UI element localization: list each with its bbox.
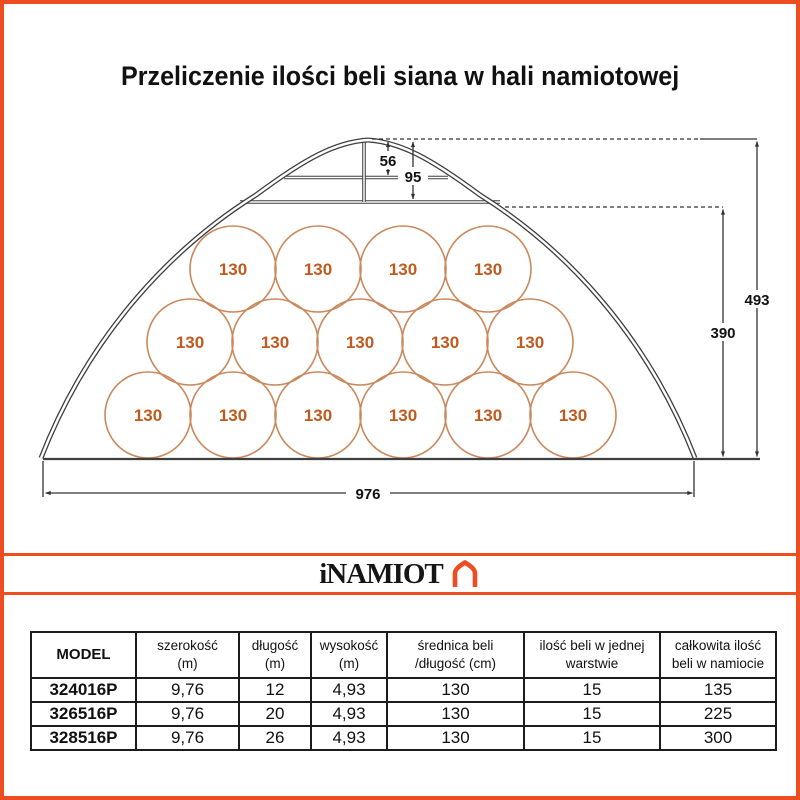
cell-value: 15 [524,678,660,702]
hay-bales-group [105,226,616,458]
hay-bale-diameter-label: 130 [303,406,333,425]
cell-model: 324016P [31,678,136,702]
hay-bale-diameter-label: 130 [515,333,545,352]
header-cell [311,632,387,678]
header-line1: średnica beli [417,638,494,653]
cell-value: 4,93 [311,702,387,726]
cell-value: 300 [660,726,776,750]
header-line1: MODEL [56,646,111,663]
hay-bale-diameter-label: 130 [345,333,375,352]
hay-bale-diameter-label: 130 [430,333,460,352]
hay-bale-diameter-label: 130 [473,406,503,425]
cell-value: 9,76 [136,726,239,750]
header-line2: (m) [177,656,198,671]
cell-value: 130 [387,678,524,702]
cell-value: 12 [239,678,311,702]
hay-bale-diameter-label: 130 [218,406,248,425]
dim-total-height: 493 [744,292,770,309]
table-row [31,678,776,702]
cell-value: 9,76 [136,702,239,726]
cell-value: 225 [660,702,776,726]
cell-value: 15 [524,726,660,750]
header-line2: /długość (cm) [414,656,497,671]
hay-bale-diameter-label: 130 [218,260,248,279]
page-title: Przeliczenie ilości beli siana w hali namiotowej [120,61,680,91]
hay-bale-diameter-label: 130 [303,260,333,279]
header-cell-model [31,632,136,678]
cell-value: 15 [524,702,660,726]
cell-model: 328516P [31,726,136,750]
cell-value: 20 [239,702,311,726]
header-line2: beli w namiocie [671,656,765,671]
hay-bale-diameter-label: 130 [388,260,418,279]
cell-value: 9,76 [136,678,239,702]
cell-value: 4,93 [311,726,387,750]
hay-bale-diameter-label: 130 [558,406,588,425]
table-header-row [31,632,776,678]
header-line1: szerokość [157,638,218,653]
header-line2: warstwie [565,656,619,671]
cell-value: 26 [239,726,311,750]
header-line1: całkowita ilość [674,638,762,653]
header-line1: wysokość [319,638,379,653]
cell-value: 130 [387,702,524,726]
cell-value: 135 [660,678,776,702]
tent-house-icon [449,559,481,590]
cell-value: 4,93 [311,678,387,702]
header-cell [660,632,776,678]
dim-peak-to-purlin: 56 [379,153,397,170]
brand-logo-text: iNAMIOT [319,557,443,590]
roof-truss [240,141,500,202]
hay-bale-diameter-label: 130 [133,406,163,425]
brand-logo [4,556,796,592]
header-cell [136,632,239,678]
dim-peak-to-frame: 95 [404,169,422,186]
hay-bale-diameter-label: 130 [175,333,205,352]
model-spec-table [30,631,777,751]
dim-frame-height: 390 [710,325,736,342]
header-line2: (m) [264,656,286,671]
hay-bale-diameter-label: 130 [260,333,290,352]
table-row [31,726,776,750]
hay-bale-diameter-label: 130 [473,260,503,279]
header-cell [387,632,524,678]
hay-bale-diameter-label: 130 [388,406,418,425]
header-line1: ilość beli w jednej [539,638,645,653]
table-row [31,702,776,726]
dimension-lines [46,142,758,494]
cell-value: 130 [387,726,524,750]
header-line1: długość [251,638,299,653]
header-line2: (m) [338,656,360,671]
divider-line-bottom [4,592,796,595]
cell-model: 326516P [31,702,136,726]
dim-base-width: 976 [355,486,381,503]
header-cell [239,632,311,678]
header-cell [524,632,660,678]
